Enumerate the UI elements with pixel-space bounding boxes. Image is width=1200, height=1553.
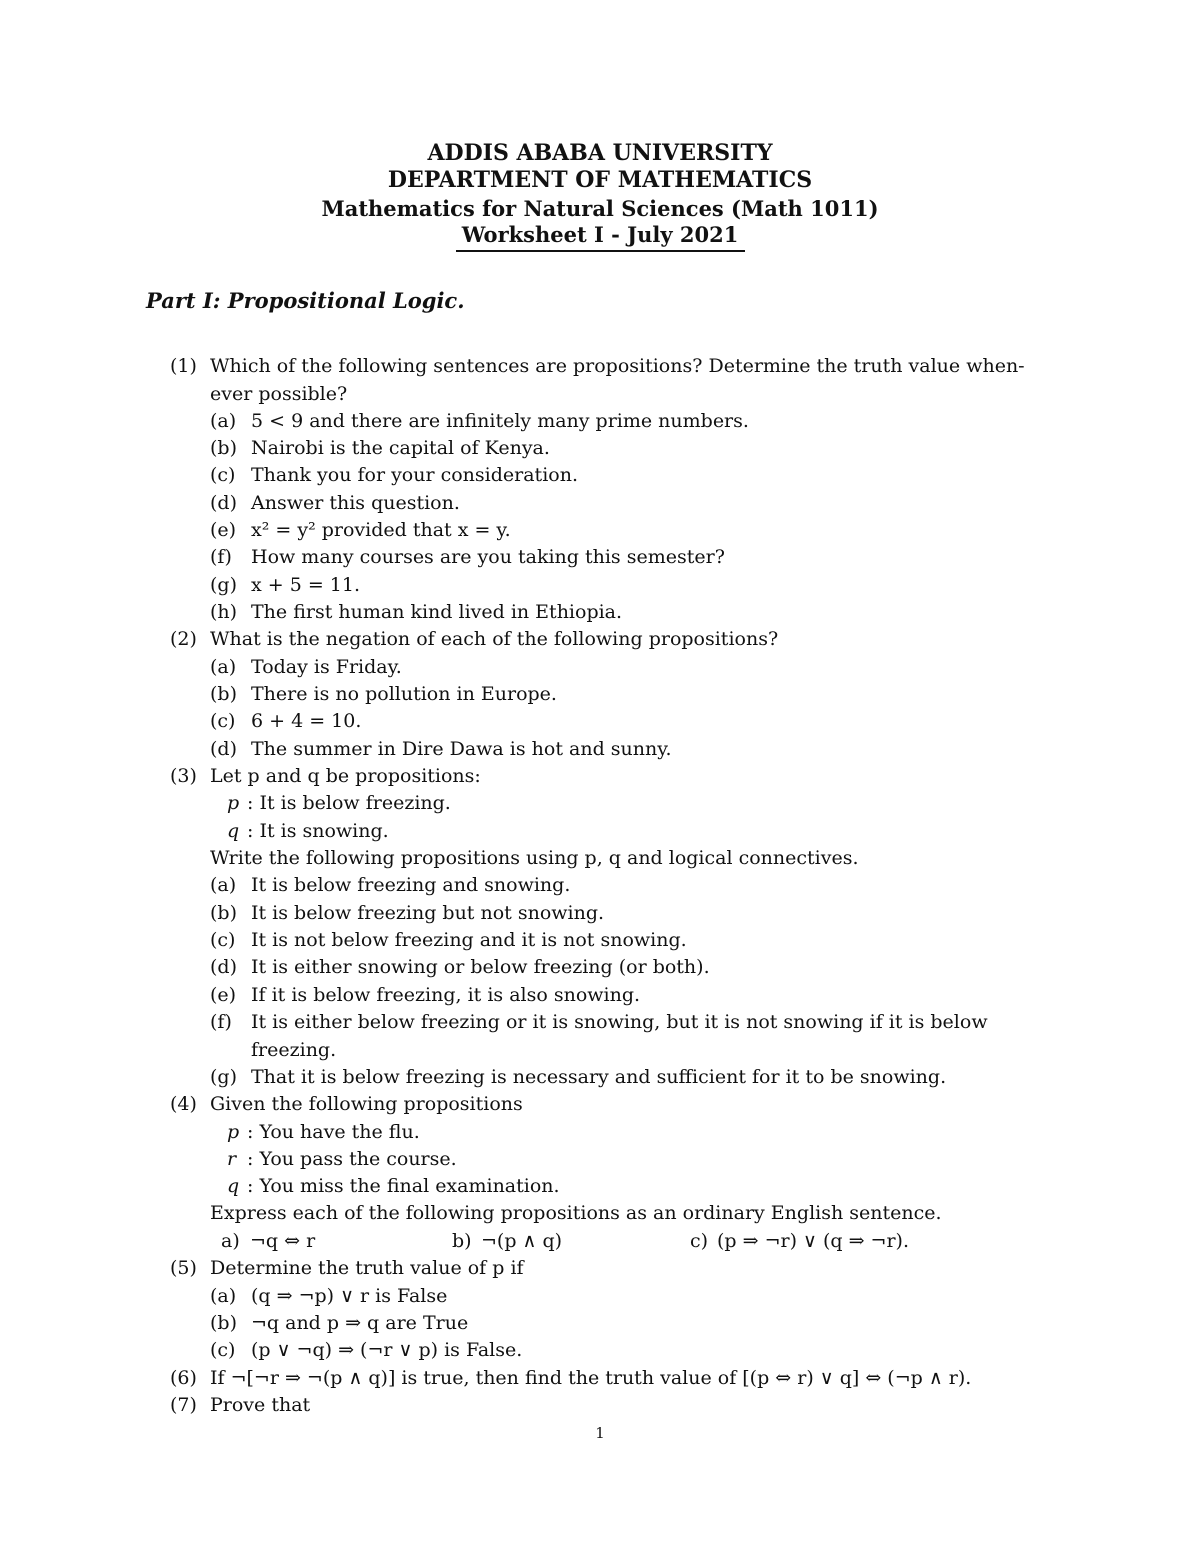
item-label: (b) <box>210 1312 237 1334</box>
item-label: (g) <box>210 1066 237 1088</box>
item-label: (d) <box>210 738 237 760</box>
definition-var: p <box>227 792 240 814</box>
item-text: 6 + 4 = 10. <box>251 710 362 732</box>
definition-text: : You miss the final examination. <box>247 1175 560 1197</box>
part-title: Part I: Propositional Logic. <box>146 288 465 313</box>
item-label: (b) <box>210 683 237 705</box>
item-text: It is below freezing but not snowing. <box>251 902 605 924</box>
item-text: freezing. <box>251 1039 337 1061</box>
item-text: 5 < 9 and there are infinitely many prime numbers. <box>251 410 749 432</box>
part-label: b) <box>452 1230 472 1252</box>
item-label: (c) <box>210 929 236 951</box>
q5-number: (5) <box>170 1257 197 1279</box>
item-label: (b) <box>210 902 237 924</box>
university-title: ADDIS ABABA UNIVERSITY <box>427 140 773 166</box>
q1-text-line2: ever possible? <box>210 383 348 405</box>
item-text: It is not below freezing and it is not snowing. <box>251 929 687 951</box>
item-text: How many courses are you taking this semester? <box>251 546 725 568</box>
item-label: (c) <box>210 1339 236 1361</box>
q2-text: What is the negation of each of the following propositions? <box>210 628 779 650</box>
part-label: a) <box>221 1230 240 1252</box>
definition-var: q <box>227 1175 240 1197</box>
part-label: c) <box>690 1230 709 1252</box>
q5-text: Determine the truth value of p if <box>210 1257 524 1279</box>
q4-instruction: Express each of the following propositions as an ordinary English sentence. <box>210 1202 942 1224</box>
item-label: (f) <box>210 1011 232 1033</box>
worksheet-title: Worksheet I - July 2021 <box>461 222 739 247</box>
item-text: x² = y² provided that x = y. <box>251 519 511 541</box>
q1-text-line1: Which of the following sentences are propositions? Determine the truth value when- <box>210 355 1025 377</box>
title-underline <box>456 250 745 252</box>
q2-number: (2) <box>170 628 197 650</box>
definition-text: : It is snowing. <box>247 820 389 842</box>
item-text: The summer in Dire Dawa is hot and sunny. <box>251 738 672 760</box>
item-text: It is either below freezing or it is snowing, but it is not snowing if it is below <box>251 1011 988 1033</box>
item-text: (q ⇒ ¬p) ∨ r is False <box>251 1285 448 1307</box>
item-label: (d) <box>210 492 237 514</box>
q3-number: (3) <box>170 765 197 787</box>
q3-text: Let p and q be propositions: <box>210 765 481 787</box>
q3-instruction: Write the following propositions using p, q and logical connectives. <box>210 847 859 869</box>
definition-var: p <box>227 1121 240 1143</box>
item-text: ¬q and p ⇒ q are True <box>251 1312 469 1334</box>
definition-var: r <box>227 1148 237 1170</box>
definition-text: : You pass the course. <box>247 1148 457 1170</box>
item-label: (h) <box>210 601 238 623</box>
item-label: (a) <box>210 410 237 432</box>
item-label: (b) <box>210 437 237 459</box>
item-text: There is no pollution in Europe. <box>251 683 557 705</box>
item-label: (f) <box>210 546 232 568</box>
item-text: Thank you for your consideration. <box>251 464 578 486</box>
item-text: It is either snowing or below freezing (or both). <box>251 956 710 978</box>
item-label: (e) <box>210 519 237 541</box>
page-number: 1 <box>595 1424 605 1442</box>
part-expression: ¬(p ∧ q) <box>481 1230 563 1252</box>
item-text: (p ∨ ¬q) ⇒ (¬r ∨ p) is False. <box>251 1339 523 1361</box>
q6-number: (6) <box>170 1367 197 1389</box>
item-label: (e) <box>210 984 237 1006</box>
item-text: Today is Friday. <box>251 656 402 678</box>
q4-text: Given the following propositions <box>210 1093 523 1115</box>
item-label: (a) <box>210 656 237 678</box>
q7-text: Prove that <box>210 1394 311 1416</box>
item-text: The first human kind lived in Ethiopia. <box>251 601 623 623</box>
item-label: (c) <box>210 710 236 732</box>
q1-number: (1) <box>170 355 197 377</box>
q6-text: If ¬[¬r ⇒ ¬(p ∧ q)] is true, then find the truth value of [(p ⇔ r) ∨ q] ⇔ (¬p ∧ r). <box>210 1367 972 1389</box>
item-text: If it is below freezing, it is also snowing. <box>251 984 641 1006</box>
item-label: (g) <box>210 574 237 596</box>
item-label: (d) <box>210 956 237 978</box>
definition-text: : You have the flu. <box>247 1121 420 1143</box>
item-label: (c) <box>210 464 236 486</box>
item-label: (a) <box>210 1285 237 1307</box>
department-title: DEPARTMENT OF MATHEMATICS <box>387 167 813 193</box>
definition-var: q <box>227 820 240 842</box>
part-expression: (p ⇒ ¬r) ∨ (q ⇒ ¬r). <box>717 1230 910 1252</box>
course-title: Mathematics for Natural Sciences (Math 1011) <box>321 196 879 221</box>
item-text: Answer this question. <box>251 492 460 514</box>
part-expression: ¬q ⇔ r <box>250 1230 316 1252</box>
item-label: (a) <box>210 874 237 896</box>
item-text: That it is below freezing is necessary and sufficient for it to be snowing. <box>251 1066 947 1088</box>
item-text: x + 5 = 11. <box>251 574 361 596</box>
item-text: Nairobi is the capital of Kenya. <box>251 437 550 459</box>
q7-number: (7) <box>170 1394 197 1416</box>
q4-number: (4) <box>170 1093 197 1115</box>
definition-text: : It is below freezing. <box>247 792 451 814</box>
item-text: It is below freezing and snowing. <box>251 874 571 896</box>
